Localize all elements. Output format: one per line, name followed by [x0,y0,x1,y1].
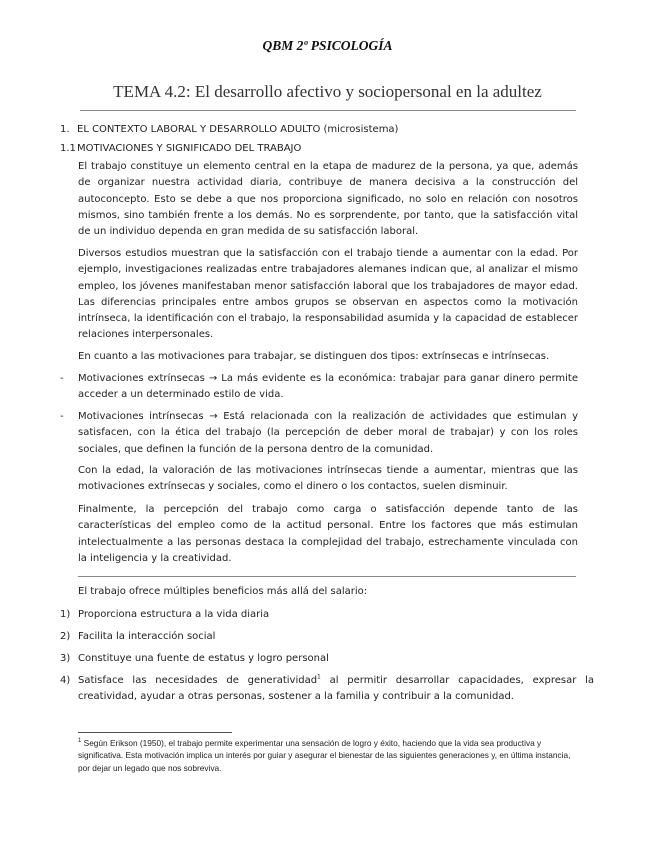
section-label: EL CONTEXTO LABORAL Y DESARROLLO ADULTO (microsistema) [77,124,399,135]
section-number: 1.1 [60,143,76,154]
footnote-mark: 1 [78,738,82,745]
footnote [78,737,580,774]
section-divider [78,576,576,577]
paragraph: Finalmente, la percepción del trabajo como carga o satisfacción depende tanto de las características del empleo como de la actitud personal. Entre los factores que más estimulan intelectualmente a las personas destaca la complejidad del trabajo, estrechamente vinculada con la inteligencia y la creatividad. [78,504,578,564]
list-text: Proporciona estructura a la vida diaria [78,609,270,620]
bullet-marker: - [60,373,64,384]
section-heading-1 [60,122,398,138]
footnote-ref[interactable]: 1 [317,673,321,681]
paragraph: En cuanto a las motivaciones para trabajar, se distinguen dos tipos: extrínsecas e intrínsecas. [78,351,550,362]
bullet-item: Motivaciones intrínsecas → Está relacionada con la realización de actividades que estimulan y satisfacen, con la ética del trabajo (la percepción de deber moral de trabajar) y con los roles sociales, que definen la función de la persona dentro de la comunidad. [78,411,578,455]
list-number: 4) [60,675,71,686]
list-number: 3) [60,653,71,664]
footnote-separator [78,732,232,733]
bullet-marker: - [60,411,64,422]
list-text [78,673,594,706]
paragraph: El trabajo constituye un elemento central en la etapa de madurez de la persona, ya que, además de organizar nuestra actividad diaria, contribuye de manera decisiva a la construcción del autoconcepto. Esto se debe a que nos proporciona significado, no solo en relación con nosotros mismos, sino también frente a los demás. No es sorprendente, por tanto, que la satisfacción vital de un individuo dependa en gran medida de su satisfacción laboral. [78,161,578,238]
list-number: 2) [60,631,71,642]
page-title: TEMA 4.2: El desarrollo afectivo y sociopersonal en la adultez [113,82,542,101]
title-divider [80,110,576,111]
section-label: MOTIVACIONES Y SIGNIFICADO DEL TRABAJO [77,143,302,154]
list-text-part: Satisface las necesidades de generatividad [78,675,318,686]
section-number: 1. [60,124,70,135]
paragraph: Con la edad, la valoración de las motivaciones intrínsecas tiende a aumentar, mientras que las motivaciones extrínsecas y sociales, como el dinero o los contactos, suelen disminuir. [78,465,578,493]
bullet-item: Motivaciones extrínsecas → La más evidente es la económica: trabajar para ganar dinero permite acceder a un determinado estilo de vida. [78,373,578,401]
benefits-intro: El trabajo ofrece múltiples beneficios más allá del salario: [78,586,368,597]
list-text-part: al permitir desarrollar capacidades, expresar la creatividad, ayudar a otras personas, sostener a la familia y contribuir a la comunidad. [78,675,594,703]
section-heading-1-1 [60,141,301,157]
list-text: Facilita la interacción social [78,631,216,642]
list-number: 1) [60,609,71,620]
footnote-text: Según Erikson (1950), el trabajo permite experimentar una sensación de logro y éxito, haciendo que la vida sea productiva y significativa. Esta motivación implica un interés por guiar y asegurar el bienestar de las siguientes generaciones y, en última instancia, por dejar un legado que nos sobreviva. [78,738,571,773]
list-text: Constituye una fuente de estatus y logro personal [78,653,329,664]
paragraph: Diversos estudios muestran que la satisfacción con el trabajo tiende a aumentar con la edad. Por ejemplo, investigaciones realizadas entre trabajadores alemanes indican que, al analizar el mismo empleo, los jóvenes manifestaban menor satisfacción laboral que los trabajadores de mayor edad. Las diferencias principales entre ambos grupos se observan en aspectos como la motivación intrínseca, la identificación con el trabajo, la responsabilidad asumida y la capacidad de establecer relaciones interpersonales. [78,248,578,341]
document-header: QBM 2º PSICOLOGÍA [262,38,393,53]
